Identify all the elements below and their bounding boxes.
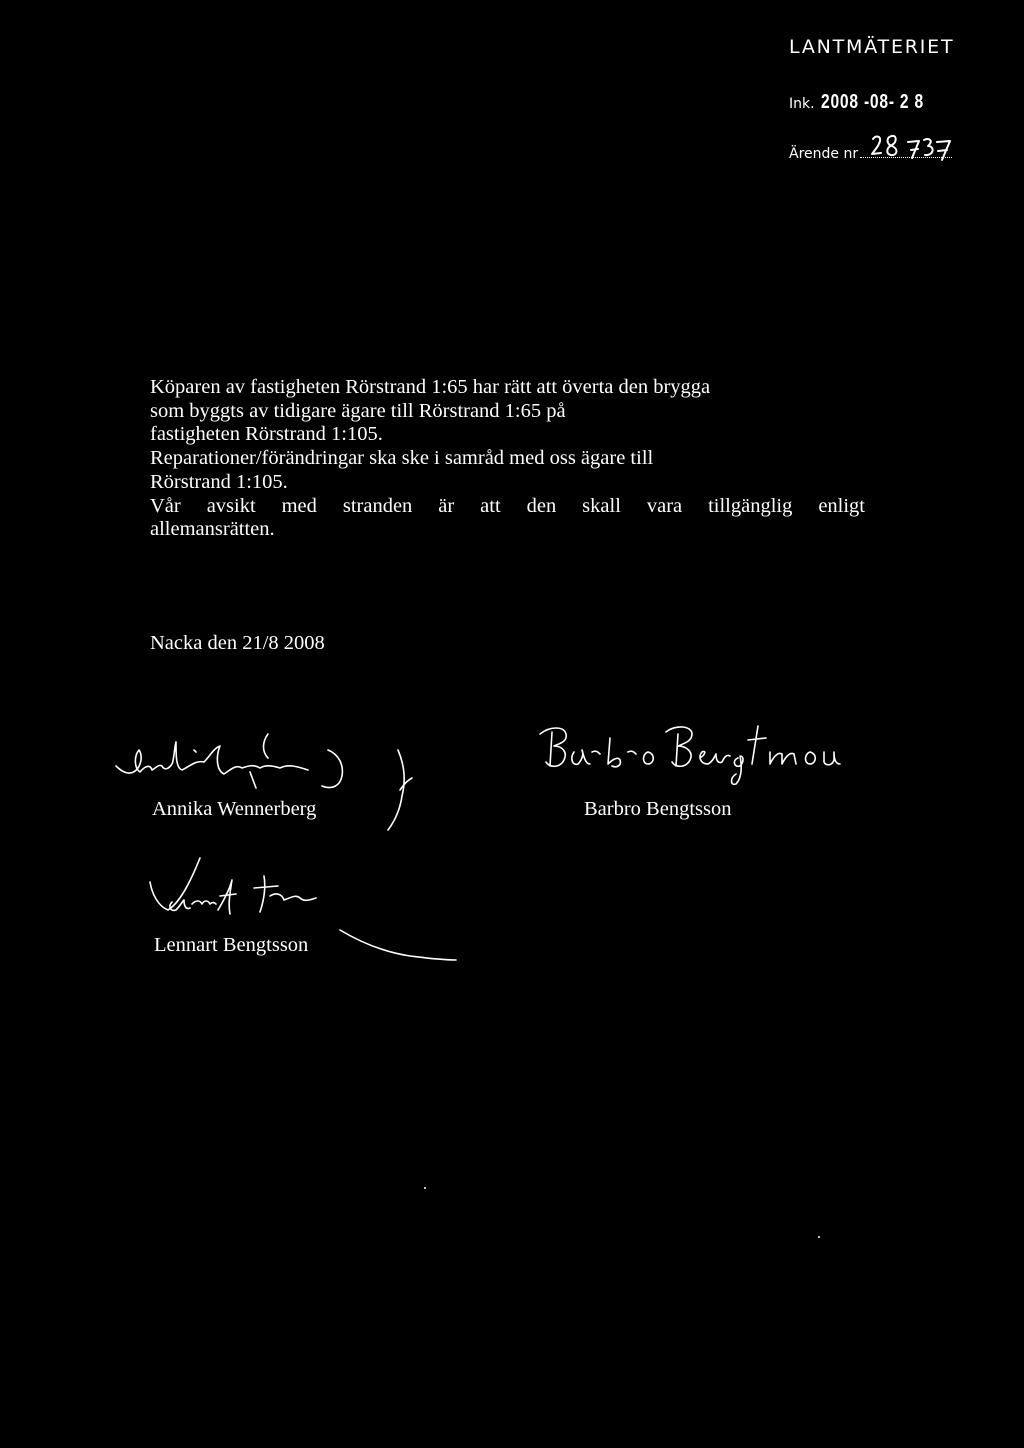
stamp-case-label: Ärende nr [789,146,859,162]
letter-body [150,376,865,542]
letter-line: Rörstrand 1:105. [150,470,288,493]
signatory-name: Lennart Bengtsson [154,934,309,956]
word: stranden [342,494,413,517]
word: är [438,494,455,517]
signature-annika [112,720,432,840]
letter-line-justified [150,495,865,519]
place-and-date: Nacka den 21/8 2008 [150,632,325,654]
letter-line: allemansrätten. [150,518,275,541]
letter-line: Köparen av fastigheten Rörstrand 1:65 har rätt att överta den brygga [150,376,711,398]
signature-barbro [530,712,870,820]
stamp-authority: LANTMÄTERIET [789,36,955,58]
letter-line: fastigheten Rörstrand 1:105. [150,423,383,446]
stamp-received-label: Ink. [789,96,815,112]
word: med [281,494,317,517]
word: tillgänglig [708,494,793,517]
stamp-received-row [789,91,953,114]
signature-lennart [140,848,470,968]
word: den [526,494,557,517]
letter-line: Reparationer/förändringar ska ske i samråd med oss ägare till [150,447,654,470]
word: att [480,494,501,517]
stamp-received-date: 2008 -08- 2 8 [820,91,924,113]
handwritten-case-number [820,122,980,182]
word: Vår [150,494,181,517]
scan-speck [818,1236,820,1238]
letter-line: som byggts av tidigare ägare till Rörstrand 1:65 på [150,399,566,422]
signature-scrawl-barbro [530,712,870,792]
word: skall [582,494,621,517]
registration-stamp [789,36,989,162]
word: enligt [818,494,865,517]
word: avsikt [206,494,256,517]
signatory-name: Barbro Bengtsson [584,798,732,820]
signature-scrawl-annika [112,720,432,840]
word: vara [646,494,683,517]
scan-speck [424,1187,426,1189]
signatory-name: Annika Wennerberg [152,798,317,820]
